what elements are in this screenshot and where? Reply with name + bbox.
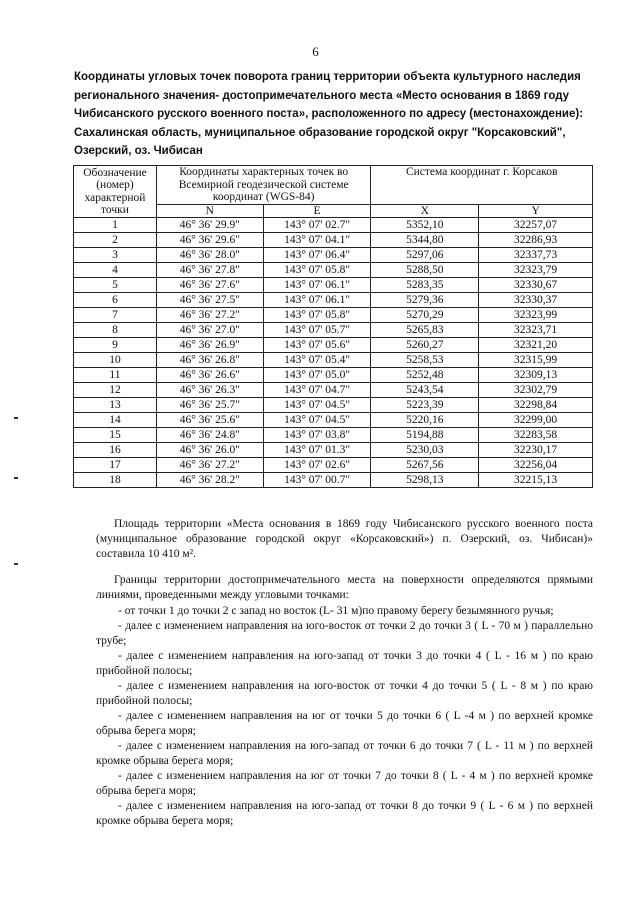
n-cell: 46° 36' 29.9" xyxy=(156,218,263,233)
point-number-cell: 5 xyxy=(74,278,157,293)
table-row xyxy=(74,338,593,353)
point-number-cell: 1 xyxy=(74,218,157,233)
table-row xyxy=(74,428,593,443)
point-number-header: Обозначение (номер) характерной точки xyxy=(74,166,157,218)
n-cell: 46° 36' 27.6" xyxy=(156,278,263,293)
n-cell: 46° 36' 28.2" xyxy=(156,473,263,488)
x-cell: 5258,53 xyxy=(371,353,479,368)
area-paragraph xyxy=(96,517,593,562)
point-number-cell: 11 xyxy=(74,368,157,383)
margin-mark xyxy=(14,563,18,565)
boundaries-intro-text: Границы территории достопримечательного места на поверхности определяются прямыми линиями, проведенными между угловыми точками: xyxy=(96,574,593,601)
x-header: X xyxy=(371,204,479,218)
e-cell: 143° 07' 02.6" xyxy=(263,458,371,473)
point-number-cell: 4 xyxy=(74,263,157,278)
point-number-cell: 10 xyxy=(74,353,157,368)
e-header: E xyxy=(263,204,371,218)
y-cell: 32337,73 xyxy=(479,248,593,263)
point-number-cell: 6 xyxy=(74,293,157,308)
list-item: - от точки 1 до точки 2 с запад но восток (L- 31 м)по правому берегу безымянного ручья; xyxy=(118,605,554,617)
list-item: - далее с изменением направления на юг от точки 5 до точки 6 ( L -4 м ) по верхней кромке обрыва берега моря; xyxy=(96,710,593,737)
e-cell: 143° 07' 02.7" xyxy=(263,218,371,233)
list-item: - далее с изменением направления на юго-запад от точки 6 до точки 7 ( L - 11 м ) по верхней кромке обрыва берега моря; xyxy=(96,740,593,767)
table-row xyxy=(74,473,593,488)
n-cell: 46° 36' 27.0" xyxy=(156,323,263,338)
table-row xyxy=(74,458,593,473)
x-cell: 5288,50 xyxy=(371,263,479,278)
boundaries-list xyxy=(96,604,593,829)
y-cell: 32323,71 xyxy=(479,323,593,338)
x-cell: 5265,83 xyxy=(371,323,479,338)
table-row xyxy=(74,443,593,458)
n-cell: 46° 36' 25.6" xyxy=(156,413,263,428)
n-cell: 46° 36' 27.8" xyxy=(156,263,263,278)
x-cell: 5194,88 xyxy=(371,428,479,443)
n-cell: 46° 36' 24.8" xyxy=(156,428,263,443)
x-cell: 5260,27 xyxy=(371,338,479,353)
list-item: - далее с изменением направления на юг от точки 7 до точки 8 ( L - 4 м ) по верхней кромке обрыва берега моря; xyxy=(96,770,593,797)
x-cell: 5283,35 xyxy=(371,278,479,293)
point-number-cell: 16 xyxy=(74,443,157,458)
point-number-cell: 7 xyxy=(74,308,157,323)
point-number-cell: 12 xyxy=(74,383,157,398)
area-text: Площадь территории «Места основания в 1869 году Чибисанского русского военного поста (муниципальное образование городской округ «Корсаковский») п. Озерский, оз. Чибисан)» составила 10 410 м². xyxy=(96,518,593,560)
e-cell: 143° 07' 04.1" xyxy=(263,233,371,248)
wgs84-header: Координаты характерных точек во Всемирной геодезической системе координат (WGS-84) xyxy=(156,166,371,205)
n-cell: 46° 36' 25.7" xyxy=(156,398,263,413)
table-row xyxy=(74,293,593,308)
y-cell: 32330,37 xyxy=(479,293,593,308)
point-number-cell: 2 xyxy=(74,233,157,248)
table-row xyxy=(74,413,593,428)
table-row xyxy=(74,308,593,323)
coordinates-table-body xyxy=(74,218,593,488)
e-cell: 143° 07' 04.5" xyxy=(263,398,371,413)
y-cell: 32256,04 xyxy=(479,458,593,473)
y-cell: 32286,93 xyxy=(479,233,593,248)
e-cell: 143° 07' 06.1" xyxy=(263,278,371,293)
coordinates-table xyxy=(73,165,593,488)
table-row xyxy=(74,248,593,263)
table-row xyxy=(74,368,593,383)
n-cell: 46° 36' 26.6" xyxy=(156,368,263,383)
point-number-cell: 13 xyxy=(74,398,157,413)
y-cell: 32309,13 xyxy=(479,368,593,383)
x-cell: 5297,06 xyxy=(371,248,479,263)
x-cell: 5298,13 xyxy=(371,473,479,488)
n-cell: 46° 36' 26.3" xyxy=(156,383,263,398)
y-cell: 32323,79 xyxy=(479,263,593,278)
point-number-cell: 3 xyxy=(74,248,157,263)
list-item: - далее с изменением направления на юго-запад от точки 3 до точки 4 ( L - 16 м ) по краю прибойной полосы; xyxy=(96,650,593,677)
x-cell: 5344,80 xyxy=(371,233,479,248)
n-header: N xyxy=(156,204,263,218)
e-cell: 143° 07' 01.3" xyxy=(263,443,371,458)
table-row xyxy=(74,323,593,338)
n-cell: 46° 36' 27.2" xyxy=(156,308,263,323)
y-cell: 32283,58 xyxy=(479,428,593,443)
e-cell: 143° 07' 00.7" xyxy=(263,473,371,488)
n-cell: 46° 36' 26.0" xyxy=(156,443,263,458)
margin-mark xyxy=(14,417,18,419)
y-cell: 32323,99 xyxy=(479,308,593,323)
e-cell: 143° 07' 05.8" xyxy=(263,308,371,323)
table-row xyxy=(74,233,593,248)
list-item: - далее с изменением направления на юго-запад от точки 8 до точки 9 ( L - 6 м ) по верхней кромке обрыва берега моря; xyxy=(96,800,593,827)
point-number-cell: 8 xyxy=(74,323,157,338)
y-cell: 32257,07 xyxy=(479,218,593,233)
e-cell: 143° 07' 05.8" xyxy=(263,263,371,278)
n-cell: 46° 36' 29.6" xyxy=(156,233,263,248)
y-cell: 32321,20 xyxy=(479,338,593,353)
x-cell: 5243,54 xyxy=(371,383,479,398)
x-cell: 5279,36 xyxy=(371,293,479,308)
x-cell: 5267,56 xyxy=(371,458,479,473)
list-item: - далее с изменением направления на юго-восток от точки 2 до точки 3 ( L - 70 м ) параллельно трубе; xyxy=(96,620,593,647)
y-cell: 32215,13 xyxy=(479,473,593,488)
e-cell: 143° 07' 05.4" xyxy=(263,353,371,368)
x-cell: 5223,39 xyxy=(371,398,479,413)
page-number: 6 xyxy=(312,44,319,59)
point-number-cell: 17 xyxy=(74,458,157,473)
x-cell: 5352,10 xyxy=(371,218,479,233)
y-cell: 32230,17 xyxy=(479,443,593,458)
table-row xyxy=(74,218,593,233)
n-cell: 46° 36' 26.9" xyxy=(156,338,263,353)
n-cell: 46° 36' 27.5" xyxy=(156,293,263,308)
point-number-cell: 18 xyxy=(74,473,157,488)
margin-mark xyxy=(14,477,18,479)
x-cell: 5220,16 xyxy=(371,413,479,428)
table-row xyxy=(74,263,593,278)
e-cell: 143° 07' 03.8" xyxy=(263,428,371,443)
x-cell: 5230,03 xyxy=(371,443,479,458)
point-number-cell: 14 xyxy=(74,413,157,428)
y-cell: 32330,67 xyxy=(479,278,593,293)
y-cell: 32302,79 xyxy=(479,383,593,398)
boundaries-intro xyxy=(96,573,593,603)
n-cell: 46° 36' 28.0" xyxy=(156,248,263,263)
table-row xyxy=(74,353,593,368)
e-cell: 143° 07' 04.7" xyxy=(263,383,371,398)
point-number-cell: 15 xyxy=(74,428,157,443)
e-cell: 143° 07' 04.5" xyxy=(263,413,371,428)
y-cell: 32299,00 xyxy=(479,413,593,428)
table-row xyxy=(74,278,593,293)
x-cell: 5270,29 xyxy=(371,308,479,323)
x-cell: 5252,48 xyxy=(371,368,479,383)
table-row xyxy=(74,383,593,398)
e-cell: 143° 07' 05.0" xyxy=(263,368,371,383)
n-cell: 46° 36' 26.8" xyxy=(156,353,263,368)
n-cell: 46° 36' 27.2" xyxy=(156,458,263,473)
e-cell: 143° 07' 05.6" xyxy=(263,338,371,353)
y-header: Y xyxy=(479,204,593,218)
point-number-cell: 9 xyxy=(74,338,157,353)
e-cell: 143° 07' 06.1" xyxy=(263,293,371,308)
e-cell: 143° 07' 05.7" xyxy=(263,323,371,338)
table-row xyxy=(74,398,593,413)
y-cell: 32315,99 xyxy=(479,353,593,368)
y-cell: 32298,84 xyxy=(479,398,593,413)
list-item: - далее с изменением направления на юго-восток от точки 4 до точки 5 ( L - 8 м ) по краю прибойной полосы; xyxy=(96,680,593,707)
local-system-header: Система координат г. Корсаков xyxy=(371,166,593,205)
e-cell: 143° 07' 06.4" xyxy=(263,248,371,263)
document-title: Координаты угловых точек поворота границ территории объекта культурного наследия регионального значения- достопримечательного места «Место основания в 1869 году Чибисанского русского военного поста», расположенного по адресу (местонахождение): Сахалинская область, муниципальное образование городской округ "Корсаковский", Озерский, оз. Чибисан xyxy=(74,71,584,157)
